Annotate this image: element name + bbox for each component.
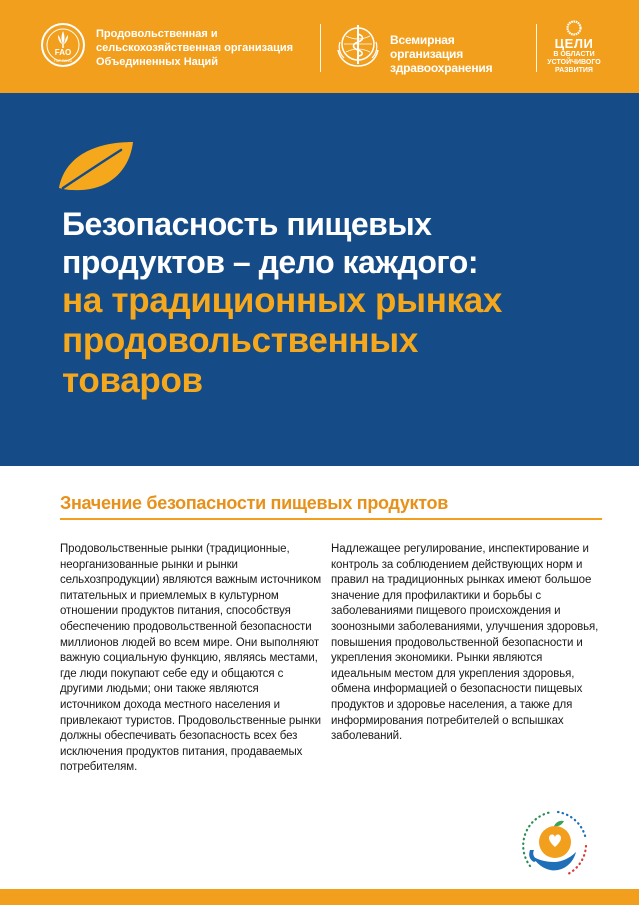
sdg-wheel-icon [566,20,582,36]
footer-band [0,889,639,905]
right-column-text: Надлежащее регулирование, инспектирование и контроль за соблюдением действующих норм и правил на традиционных рынках имеют большое значение для профилактики и борьбы с заболеваниями пищевого происхождения и зоонозными заболеваниями, улучшения здоровья, повышения продовольственной безопасности и укрепления экономики. Рынки являются идеальным местом для укрепления здоровья, обмена информацией о безопасности пищевых продуктов и здоровье населения, а также для информирования потребителей о вспышках заболеваний. [331,543,599,743]
food-safety-emblem-icon [512,800,598,882]
fao-name-line: Объединенных Наций [96,56,219,68]
sdg-mark [546,20,602,75]
sdg-title: ЦЕЛИ [554,36,594,51]
sdg-subtitle: РАЗВИТИЯ [555,67,593,74]
heading-rule [60,518,602,520]
fao-name-line: сельскохозяйственная организация [96,42,294,54]
who-logo-icon [334,22,382,68]
who-name-line: Всемирная организация [390,33,463,61]
sdg-subtitle: В ОБЛАСТИ [553,51,595,58]
fao-name [96,27,316,69]
title-line: Безопасность пищевых [62,206,432,242]
left-column-text: Продовольственные рынки (традиционные, неорганизованные рынки и рынки сельхозпродукции) являются важным источником питательных и приемлемых в культурном отношении продуктов питания, способствуя обеспечению продовольственной безопасности миллионов людей во всем мире. Они выполняют важную социальную функцию, являясь местами, где люди покупают себе еду и общаются с другими людьми; они также являются источником дохода местного населения и привлекают туристов. Продовольственные рынки должны обеспечивать безопасность всех без исключения продуктов питания, продаваемых потребителям. [60,543,322,774]
who-name [390,33,530,75]
fao-name-line: Продовольственная и [96,28,218,40]
title-highlight-line: товаров [62,361,203,400]
title-highlight-line: продовольственных [62,321,419,360]
header-divider [536,24,537,72]
page-title [62,205,622,401]
title-highlight-line: на традиционных рынках [62,281,503,320]
header-divider [320,24,321,72]
fao-logo-motto: FIAT PANIS [53,59,73,63]
who-name-line: здравоохранения [390,61,493,75]
header-band [0,0,639,93]
title-line: продуктов – дело каждого: [62,244,478,280]
sdg-subtitle: УСТОЙЧИВОГО [547,59,601,66]
fao-logo-icon [40,22,86,68]
section-heading: Значение безопасности пищевых продуктов [60,493,448,513]
fao-logo-letters: FAO [54,48,72,57]
leaf-icon [55,138,135,196]
